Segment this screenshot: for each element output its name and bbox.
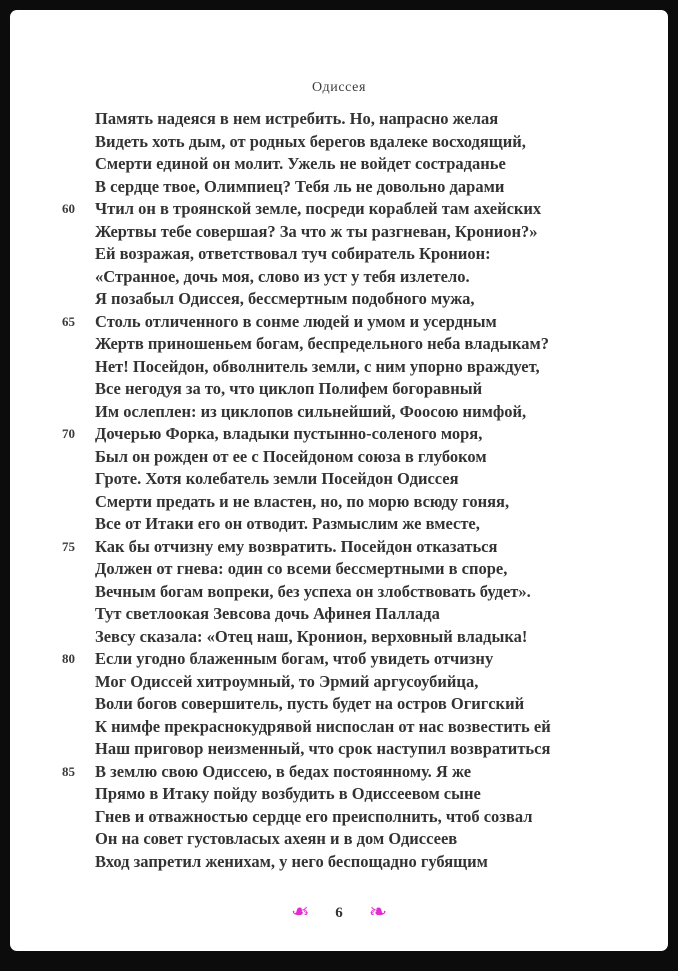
poem-line [10,536,668,559]
line-text: Гнев и отважностью сердце его преисполнить, чтоб созвал [95,806,533,826]
line-text: Вход запретил женихам, у него беспощадно губящим [95,851,488,871]
line-number [10,243,75,266]
line-number: 85 [62,763,75,779]
poem-line [10,603,668,626]
poem-line [10,648,668,671]
page-number: 6 [335,904,343,921]
line-text: Смерти единой он молит. Ужель не войдет состраданье [95,154,506,173]
line-number [10,333,75,356]
line-text: Память надеяся в нем истребить. Но, напрасно желая [95,109,499,128]
line-text: Прямо в Итаку пойду возбудить в Одиссеевом сыне [95,784,481,803]
book-page [10,10,668,951]
line-number [10,783,75,806]
poem-line [10,176,668,199]
poem-line [10,581,668,604]
line-text: Мог Одиссей хитроумный, то Эрмий аргусоубийца, [95,671,479,691]
poem-line [10,243,668,266]
line-number: 70 [62,426,75,441]
line-text: Гроте. Хотя колебатель земли Посейдон Одиссея [95,469,459,488]
line-text: Все от Итаки его он отводит. Размыслим же вместе, [95,514,480,533]
poem-body [10,108,668,873]
line-number [10,513,75,536]
poem-line [10,401,668,424]
poem-line [10,333,668,356]
line-text: Чтил он в троянской земле, посреди кораблей там ахейских [95,199,542,218]
line-number [10,356,75,379]
poem-line [10,761,668,784]
line-text: Столь отличенного в сонме людей и умом и усердным [95,311,497,331]
poem-line [10,468,668,491]
line-text: Смерти предать и не властен, но, по морю всюду гоняя, [95,491,510,511]
poem-line [10,851,668,874]
poem-line [10,266,668,289]
line-text: Был он рожден от ее с Посейдоном союза в глубоком [95,446,487,466]
line-text: Ей возражая, ответствовал туч собиратель Кронион: [95,244,491,263]
line-number: 65 [62,313,75,329]
line-text: Я позабыл Одиссея, бессмертным подобного мужа, [95,289,475,308]
line-text: К нимфе прекраснокудрявой ниспослан от нас возвестить ей [95,716,551,736]
line-text: Им ослеплен: из циклопов сильнейший, Фоосою нимфой, [95,401,527,421]
poem-line [10,783,668,806]
line-text: Видеть хоть дым, от родных берегов вдалеке восходящий, [95,131,526,151]
line-number [10,446,75,469]
poem-line [10,513,668,536]
line-text: Должен от гнева: один со всеми бессмертными в споре, [95,559,508,578]
line-number [10,378,75,401]
line-text: В сердце твое, Олимпиец? Тебя ль не довольно дарами [95,176,505,196]
line-text: Воли богов совершитель, пусть будет на остров Огигский [95,694,525,713]
line-number [10,626,75,649]
poem-line [10,491,668,514]
line-text: Он на совет густовласых ахеян и в дом Одиссеев [95,829,458,848]
line-number [10,491,75,514]
line-text: Нет! Посейдон, обволнитель земли, с ним упорно враждует, [95,356,540,376]
line-text: «Странное, дочь моя, слово из уст у тебя излетело. [95,266,470,286]
line-text: Зевсу сказала: «Отец наш, Кронион, верховный владыка! [95,626,528,646]
line-text: Если угодно блаженным богам, чтоб увидеть отчизну [95,649,494,668]
line-number: 80 [62,651,75,666]
floral-ornament-left-icon: ❧ [290,900,310,925]
running-header: Одиссея [312,80,366,95]
poem-line [10,131,668,154]
poem-line [10,423,668,446]
line-text: Вечным богам вопреки, без успеха он злобствовать будет». [95,581,531,601]
line-number [10,603,75,626]
poem-line [10,198,668,221]
line-number: 75 [62,538,75,554]
line-number [10,221,75,244]
line-number [10,266,75,289]
line-number [10,851,75,874]
line-number [10,288,75,311]
poem-line [10,288,668,311]
poem-line [10,356,668,379]
line-number [10,468,75,491]
poem-line [10,806,668,829]
poem-line [10,828,668,851]
poem-line [10,693,668,716]
poem-line [10,716,668,739]
line-text: Жертвы тебе совершая? За что ж ты разгневан, Кронион?» [95,221,538,241]
line-number [10,131,75,154]
poem-line [10,446,668,469]
poem-line [10,153,668,176]
poem-line [10,378,668,401]
line-number [10,581,75,604]
line-text: Как бы отчизну ему возвратить. Посейдон отказаться [95,536,498,556]
line-text: Наш приговор неизменный, что срок наступил возвратиться [95,739,551,758]
line-number [10,176,75,199]
line-number [10,716,75,739]
line-number [10,401,75,424]
line-number [10,671,75,694]
line-text: В землю свою Одиссею, в бедах постоянному. Я же [95,761,472,781]
line-number [10,693,75,716]
page-footer [10,900,668,925]
poem-line [10,221,668,244]
line-number [10,153,75,176]
line-number: 60 [62,201,75,216]
poem-line [10,311,668,334]
poem-line [10,558,668,581]
line-text: Все негодуя за то, что циклоп Полифем богоравный [95,379,483,398]
poem-line [10,738,668,761]
poem-line [10,626,668,649]
line-number [10,806,75,829]
poem-line [10,671,668,694]
line-number [10,108,75,131]
line-text: Тут светлоокая Зевсова дочь Афинея Паллада [95,604,440,623]
floral-ornament-right-icon: ❧ [368,900,388,925]
line-number [10,558,75,581]
line-number [10,738,75,761]
line-number [10,828,75,851]
poem-line [10,108,668,131]
line-text: Дочерью Форка, владыки пустынно-соленого моря, [95,424,483,443]
line-text: Жертв приношеньем богам, беспредельного неба владыкам? [95,334,549,353]
